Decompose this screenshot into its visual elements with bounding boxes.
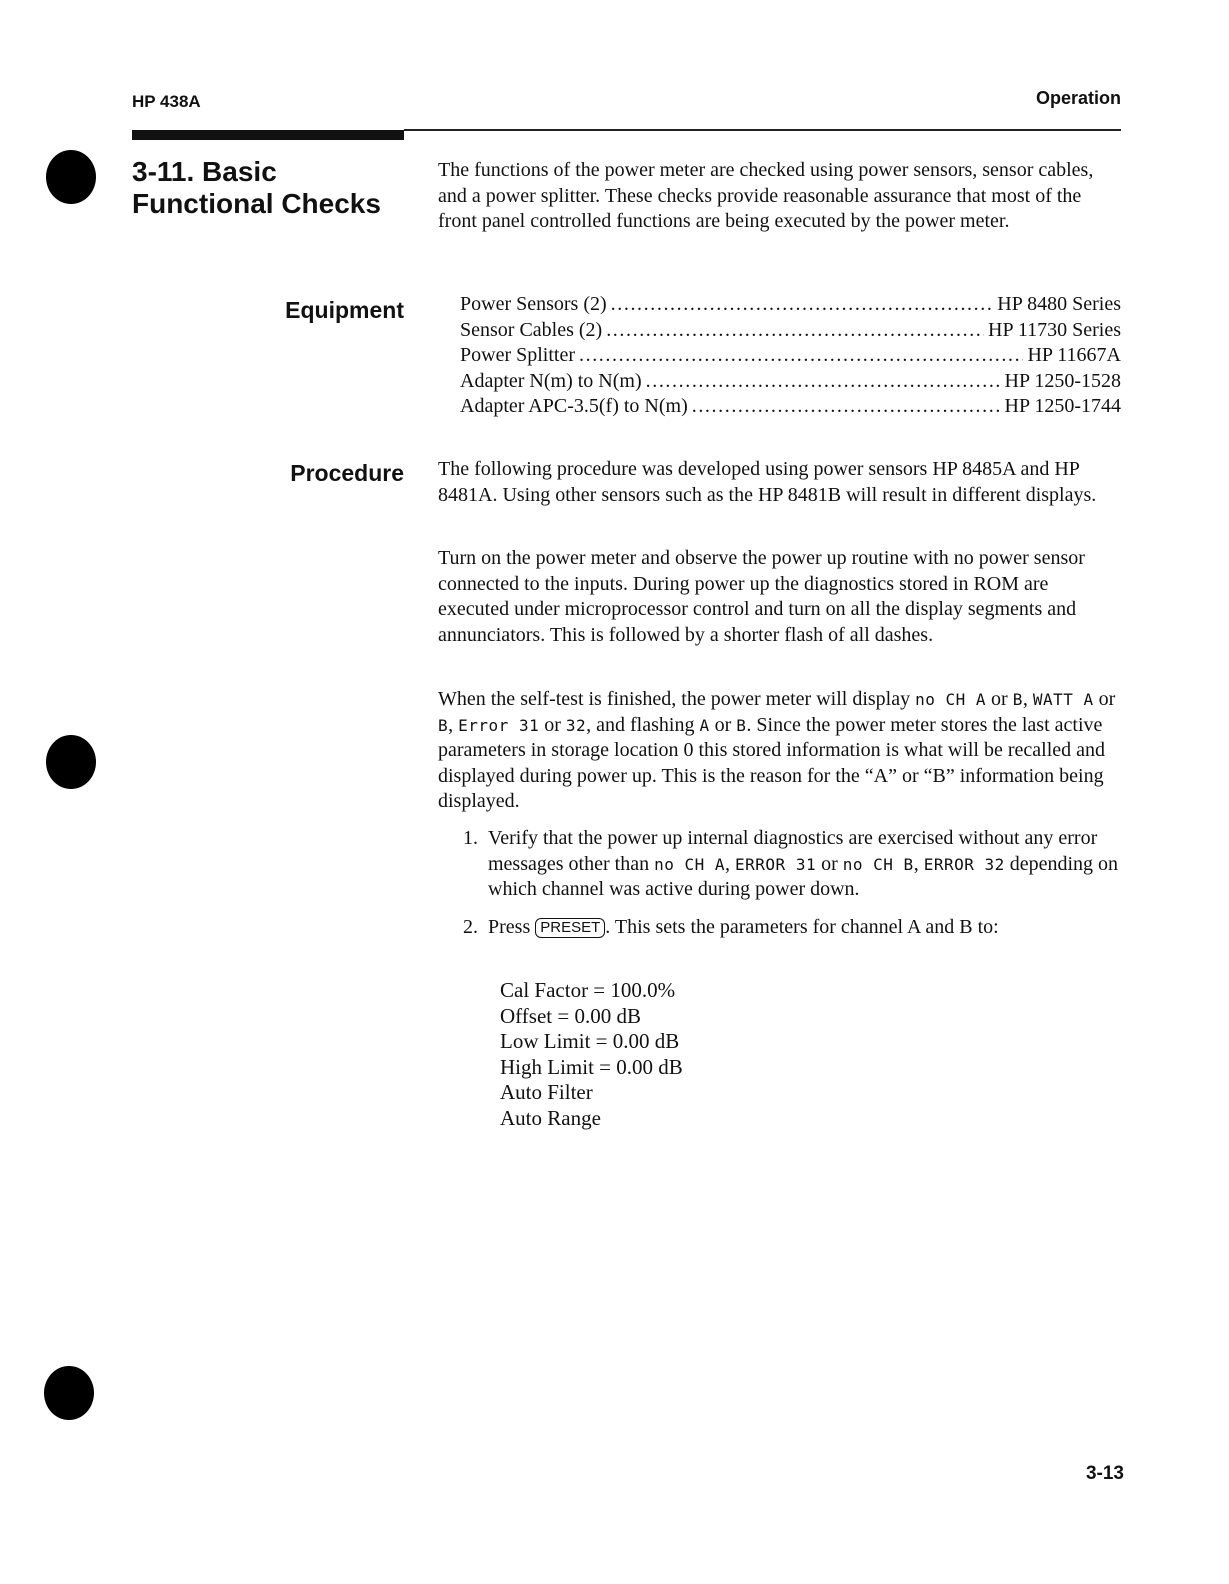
text-run: , xyxy=(1022,688,1033,710)
display-readout: A xyxy=(699,715,710,735)
leader-dots xyxy=(692,394,1001,420)
equipment-name: Adapter APC-3.5(f) to N(m) xyxy=(460,395,688,417)
display-readout: ERROR 32 xyxy=(923,854,1005,874)
equipment-part: HP 11667A xyxy=(1027,344,1121,366)
display-readout: no CH A xyxy=(654,854,726,874)
equipment-part: HP 11730 Series xyxy=(988,318,1121,341)
equipment-name: Adapter N(m) to N(m) xyxy=(460,369,642,392)
equipment-label: Equipment xyxy=(285,297,404,323)
equipment-part: HP 1250-1528 xyxy=(1004,369,1121,392)
header-model: HP 438A xyxy=(132,92,201,111)
leader-dots xyxy=(606,318,984,344)
step-number: 2. xyxy=(463,915,478,938)
text-run: depending on which channel was active during power down. xyxy=(488,852,1119,900)
text-run: , xyxy=(448,713,459,736)
setting-item: High Limit = 0.00 dB xyxy=(500,1054,683,1079)
binder-hole-top xyxy=(46,150,96,204)
text-run: or xyxy=(816,852,843,875)
setting-item: Cal Factor = 100.0% xyxy=(500,978,676,1002)
text-run: . This sets the parameters for channel A and B to: xyxy=(605,915,999,938)
procedure-steps xyxy=(438,826,1123,940)
display-readout: no CH A xyxy=(915,690,987,709)
step-body xyxy=(478,826,1123,903)
header-rule-thick xyxy=(132,130,404,140)
equipment-name: Sensor Cables (2) xyxy=(460,318,603,341)
display-readout: B xyxy=(438,715,449,735)
display-readout: B xyxy=(736,715,747,735)
display-readout: 32 xyxy=(565,715,587,735)
text-run: Verify that the power up internal diagnostics are exercised without any error messages other than xyxy=(488,827,1098,875)
text-run: . Since the power meter stores the last active parameters in storage location 0 this stored information is what will be recalled and displayed during power up. This is the reason for the “A” or “B” information being displayed. xyxy=(438,713,1106,812)
setting-item: Auto Filter xyxy=(500,1080,593,1104)
page-number: 3-13 xyxy=(1085,1463,1124,1484)
equipment-name: Power Sensors (2) xyxy=(460,293,607,315)
setting-item: Auto Range xyxy=(500,1105,601,1130)
procedure-paragraph-2: Turn on the power meter and observe the power up routine with no power sensor connected to the inputs. During power up the diagnostics stored in ROM are executed under microprocessor control and turn on all the display segments and annunciators. This is followed by a shorter flash of all dashes. xyxy=(438,547,1085,646)
setting-item: Low Limit = 0.00 dB xyxy=(500,1029,680,1053)
leader-dots xyxy=(646,369,1001,395)
step-1 xyxy=(438,826,1123,903)
header-rule-thin xyxy=(404,129,1121,131)
step-2 xyxy=(438,915,1123,941)
procedure-label: Procedure xyxy=(290,460,404,486)
equipment-part: HP 8480 Series xyxy=(997,293,1121,315)
display-readout: B xyxy=(1012,690,1023,709)
equipment-name: Power Splitter xyxy=(460,344,575,366)
equipment-part: HP 1250-1744 xyxy=(1004,395,1121,417)
display-readout: ERROR 31 xyxy=(735,854,817,874)
text-run: , xyxy=(913,852,924,875)
section-title-line1: 3-11. Basic xyxy=(132,156,277,187)
leader-dots xyxy=(611,292,994,318)
equipment-list xyxy=(460,292,1121,420)
equipment-row xyxy=(460,318,1121,344)
text-run: or xyxy=(709,713,737,736)
display-readout: WATT A xyxy=(1032,690,1094,709)
procedure-paragraph-1: The following procedure was developed using power sensors HP 8485A and HP 8481A. Using other sensors such as the HP 8481B will result in different displays. xyxy=(438,458,1097,506)
text-run: When the self-test is finished, the power meter will display xyxy=(438,688,916,710)
binder-hole-middle xyxy=(46,735,96,789)
setting-item: Offset = 0.00 dB xyxy=(500,1003,641,1028)
preset-settings-list xyxy=(500,978,683,1131)
preset-key: PRESET xyxy=(535,918,605,938)
text-run: or xyxy=(986,688,1013,710)
step-number: 1. xyxy=(463,827,478,849)
section-title xyxy=(132,156,422,220)
step-body xyxy=(478,915,1123,941)
text-run: or xyxy=(1093,688,1116,710)
section-title-line2: Functional Checks xyxy=(132,188,381,219)
header-chapter: Operation xyxy=(1035,88,1121,108)
text-run: Press xyxy=(488,915,536,938)
binder-hole-bottom xyxy=(44,1366,94,1420)
text-run: or xyxy=(539,713,566,736)
text-run: , xyxy=(725,852,736,875)
procedure-paragraph-3 xyxy=(438,687,1123,815)
equipment-row xyxy=(460,394,1121,420)
intro-paragraph: The functions of the power meter are checked using power sensors, sensor cables, and a power splitter. These checks provide reasonable assurance that most of the front panel controlled functions are being executed by the power meter. xyxy=(438,159,1094,232)
equipment-row xyxy=(460,369,1121,395)
text-run: , and flashing xyxy=(586,713,700,736)
equipment-row xyxy=(460,292,1121,318)
equipment-row xyxy=(460,343,1121,369)
display-readout: Error 31 xyxy=(458,715,540,735)
leader-dots xyxy=(579,343,1023,369)
display-readout: no CH B xyxy=(842,854,914,874)
